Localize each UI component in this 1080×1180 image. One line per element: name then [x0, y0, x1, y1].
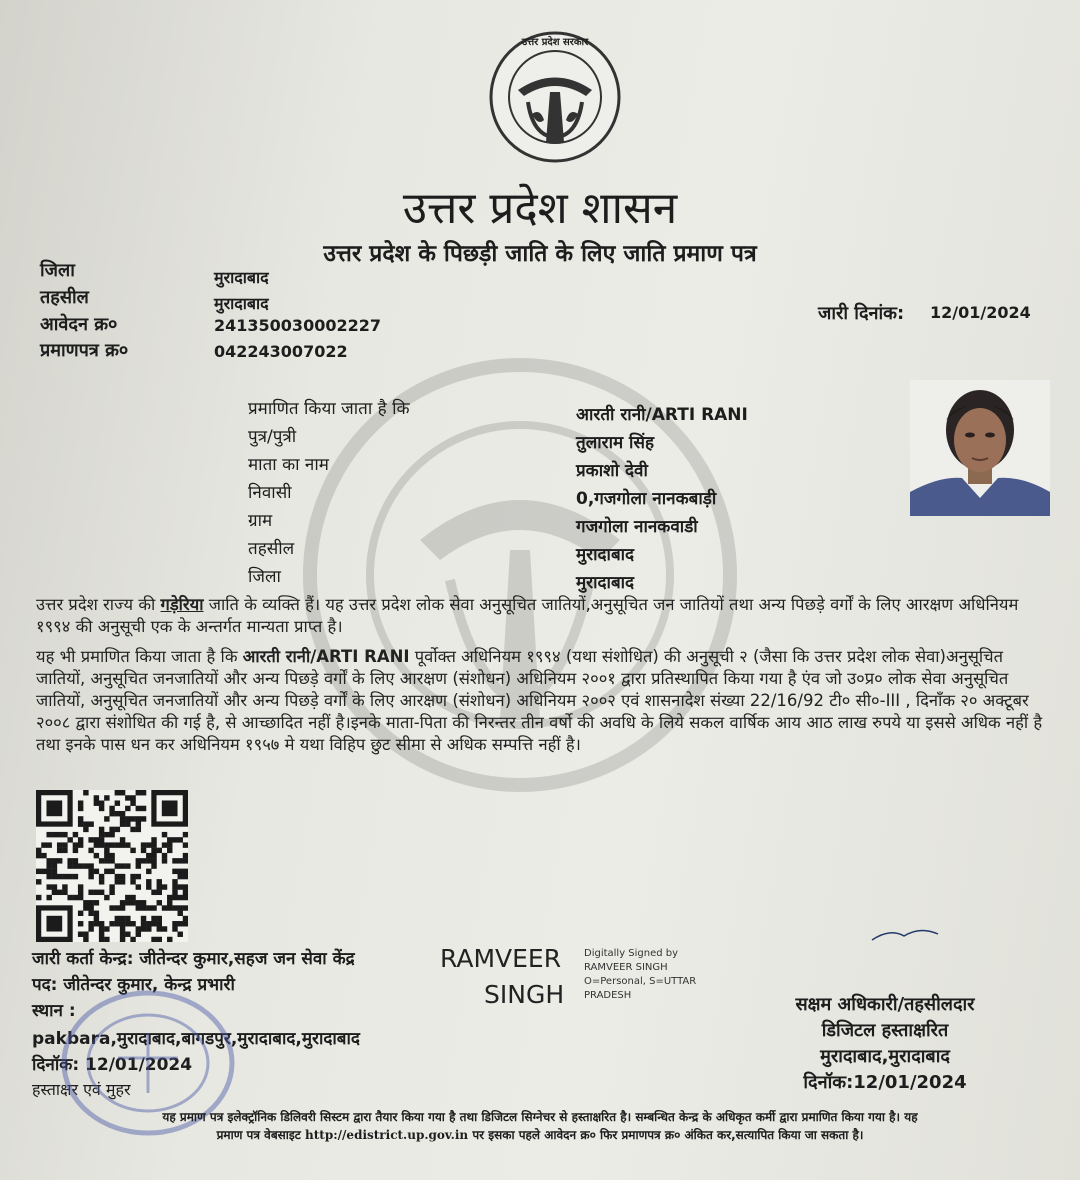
- footer-note: [20, 1108, 1060, 1144]
- field-value-village: गजगोला नानकवाडी: [576, 517, 698, 537]
- emblem-text: उत्तर प्रदेश सरकार: [521, 37, 589, 48]
- application-no-label: आवेदन क्र०: [40, 314, 118, 335]
- digital-signer-name-last: SINGH: [484, 980, 565, 1009]
- district-value: मुरादाबाद: [214, 268, 269, 287]
- issuer-date: दिनॉक: 12/01/2024: [32, 1055, 193, 1075]
- application-no-value: 241350030002227: [214, 316, 381, 335]
- certificate-no-value: 042243007022: [214, 342, 348, 361]
- document-subtitle: उत्तर प्रदेश के पिछड़ी जाति के लिए जाति प्रमाण पत्र: [323, 241, 757, 267]
- issue-date-label: जारी दिनांक:: [818, 303, 905, 324]
- tehsil-value: मुरादाबाद: [214, 294, 269, 313]
- tehsil-label: तहसील: [40, 287, 89, 308]
- authority-date: दिनॉक:12/01/2024: [803, 1072, 967, 1093]
- field-label-village: ग्राम: [248, 511, 273, 531]
- pen-mark-icon: [870, 924, 940, 944]
- footer-line-2-post: पर इसका पहले आवेदन क्र० फिर प्रमाणपत्र क्र० अंकित कर,सत्यापित किया जा सकता है।: [468, 1128, 864, 1142]
- up-govt-emblem-icon: [488, 30, 622, 164]
- field-value-father: तुलाराम सिंह: [576, 433, 654, 453]
- issuer-sign-label: हस्ताक्षर एवं मुहर: [32, 1080, 131, 1099]
- caste-name: गड़ेरिया: [160, 595, 204, 614]
- authority-designation: सक्षम अधिकारी/तहसीलदार: [795, 994, 975, 1015]
- caste-paragraph-intro: उत्तर प्रदेश राज्य की: [36, 595, 161, 614]
- issue-date-value: 12/01/2024: [930, 303, 1031, 322]
- eligibility-paragraph: [36, 646, 1048, 756]
- district-label: जिला: [40, 260, 75, 281]
- eligibility-applicant-name: आरती रानी/ARTI RANI: [242, 647, 410, 666]
- eligibility-paragraph-text: पूर्वोक्त अधिनियम १९९४ (यथा संशोधित) की अनुसूची २ (जैसा कि उत्तर प्रदेश लोक सेवा)अनुसूचित जातियों, अनुसूचित जनजातियों और अन्य पिछड़े वर्गों के लिए आरक्षण (संशोधन) अधिनियम २००१ द्वारा प्रतिस्थापित किया गया है एंव जो उ०प्र० लोक सेवा अनुसूचित जातियों, अनुसूचित जनजातियों और अन्य पिछड़े वर्गों के लिए आरक्षण (संशोधन) अधिनियम २००२ एवं शासनादेश संख्या 22/16/92 टी० सी०-III , दिनाँक २० अक्टूबर २००८ द्वारा संशोधित की गई है, से आच्छादित नहीं है।इनके माता-पिता की निरन्तर तीन वर्षो की अवधि के लिये सकल वार्षिक आय आठ लाख रुपये या इससे अधिक नहीं है तथा इनके पास धन कर अधिनियम १९५७ मे यथा विहिप छुट सीमा से अधिक सम्पत्ति नहीं है।: [36, 647, 1043, 754]
- caste-paragraph-text: जाति के व्यक्ति हैं। यह उत्तर प्रदेश लोक सेवा अनुसूचित जातियों,अनुसूचित जन जातियों तथा अन्य पिछड़े वर्गों के लिए आरक्षण अधिनियम १९९४ की अनुसूची एक के अन्तर्गत मान्यता प्राप्त है।: [36, 595, 1019, 636]
- digital-signature-detail-4: PRADESH: [584, 990, 632, 1001]
- applicant-photo-image: [910, 380, 1050, 516]
- footer-line-2: [20, 1126, 1060, 1144]
- field-value-mother: प्रकाशो देवी: [576, 461, 648, 481]
- field-label-district: जिला: [248, 567, 281, 587]
- issuer-post: पद: जीतेन्दर कुमार, केन्द्र प्रभारी: [32, 975, 235, 995]
- footer-line-1: यह प्रमाण पत्र इलेक्ट्रॉनिक डिलिवरी सिस्टम द्वारा तैयार किया गया है तथा डिजिटल सिग्नेचर से हस्ताक्षरित है। सम्बन्धित केन्द्र के अधिकृत कर्मी द्वारा प्रमाणित किया गया है। यह: [162, 1110, 918, 1124]
- digital-signature-detail-3: O=Personal, S=UTTAR: [584, 976, 697, 987]
- field-label-certified: प्रमाणित किया जाता है कि: [248, 399, 410, 419]
- authority-digital-signed: डिजिटल हस्ताक्षरित: [821, 1020, 949, 1041]
- qr-code: [36, 790, 188, 942]
- field-label-child-of: पुत्र/पुत्री: [248, 427, 297, 447]
- eligibility-paragraph-intro: यह भी प्रमाणित किया जाता है कि: [36, 647, 243, 666]
- field-value-resident: 0,गजगोला नानकबाड़ी: [576, 489, 717, 509]
- field-label-resident: निवासी: [248, 483, 292, 503]
- footer-line-2-pre: प्रमाण पत्र वेबसाइट: [216, 1128, 306, 1142]
- field-value-name: आरती रानी/ARTI RANI: [576, 405, 748, 425]
- issuer-place-label: स्थान :: [32, 1001, 76, 1021]
- authority-location: मुरादाबाद,मुरादाबाद: [820, 1046, 950, 1067]
- field-label-mother: माता का नाम: [248, 455, 329, 475]
- digital-signer-name-first: RAMVEER: [440, 944, 562, 973]
- issuer-place-value: pakbara,मुरादाबाद,बागडपुर,मुरादाबाद,मुरादाबाद: [32, 1029, 360, 1049]
- issuer-center: जारी कर्ता केन्द्र: जीतेन्दर कुमार,सहज जन सेवा केंद्र: [32, 949, 355, 969]
- verification-url-link[interactable]: http://edistrict.up.gov.in: [305, 1128, 469, 1142]
- digital-signature-detail-2: RAMVEER SINGH: [584, 962, 668, 973]
- field-label-tehsil: तहसील: [248, 539, 295, 559]
- field-value-district: मुरादाबाद: [576, 573, 635, 593]
- certificate-no-label: प्रमाणपत्र क्र०: [40, 340, 129, 361]
- document-title: उत्तर प्रदेश शासन: [402, 183, 678, 234]
- field-value-tehsil: मुरादाबाद: [576, 545, 635, 565]
- caste-paragraph: [36, 594, 1048, 638]
- digital-signature-detail-1: Digitally Signed by: [584, 948, 679, 959]
- applicant-photo: [910, 380, 1050, 516]
